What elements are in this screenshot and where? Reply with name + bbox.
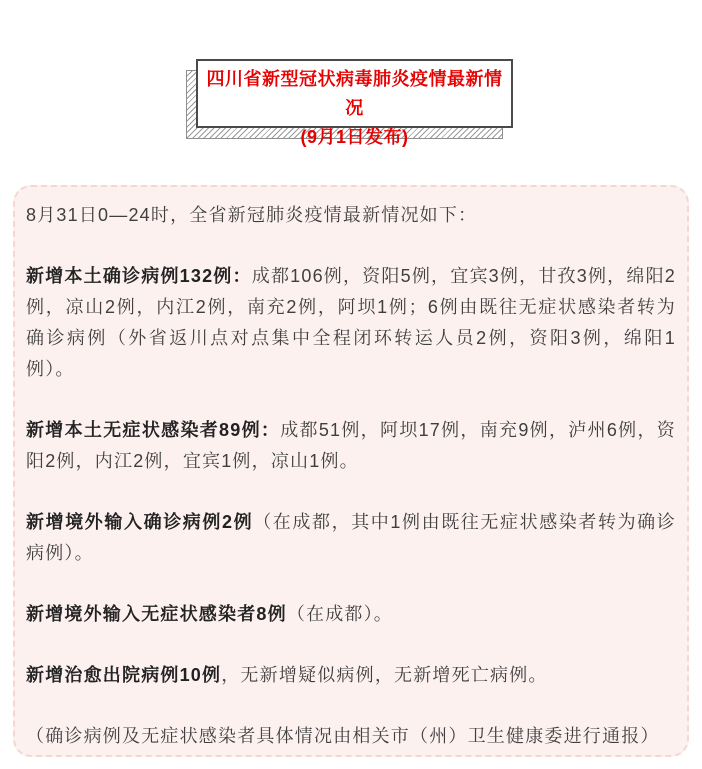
paragraph-emphasis: 新增本土确诊病例132例： xyxy=(26,266,252,286)
paragraph xyxy=(26,415,676,477)
paragraph-text: ，无新增疑似病例，无新增死亡病例。 xyxy=(221,665,548,685)
paragraph-emphasis: 新增本土无症状感染者89例： xyxy=(26,420,281,440)
paragraph-text: （确诊病例及无症状感染者具体情况由相关市（州）卫生健康委进行通报） xyxy=(26,726,660,746)
paragraph-emphasis: 新增治愈出院病例10例 xyxy=(26,665,222,685)
title-box xyxy=(196,59,513,147)
page-title-line1: 四川省新型冠状病毒肺炎疫情最新情况 xyxy=(206,69,503,118)
paragraph xyxy=(26,721,676,752)
content-panel xyxy=(13,185,689,757)
paragraph xyxy=(26,660,676,691)
paragraph xyxy=(26,599,676,630)
paragraph-text: 成都106例，资阳5例，宜宾3例，甘孜3例，绵阳2例，凉山2例，内江2例，南充2例，阿坝1例；6例由既往无症状感染者转为确诊病例（外省返川点对点集中全程闭环转运人员2例，资阳3例，绵阳1例）。 xyxy=(26,266,676,379)
title-card xyxy=(196,59,513,147)
paragraph-emphasis: 新增境外输入确诊病例2例 xyxy=(26,512,254,532)
paragraph-text: 成都51例，阿坝17例，南充9例，泸州6例，资阳2例，内江2例，宜宾1例，凉山1例。 xyxy=(26,420,676,471)
paragraph xyxy=(26,261,676,385)
content-paragraphs xyxy=(26,200,676,752)
paragraph xyxy=(26,507,676,569)
paragraph-text: （在成都）。 xyxy=(286,604,394,624)
paragraph-emphasis: 新增境外输入无症状感染者8例 xyxy=(26,604,287,624)
paragraph-text: 8月31日0—24时，全省新冠肺炎疫情最新情况如下： xyxy=(26,205,478,225)
paragraph xyxy=(26,200,676,231)
paragraph-text: （在成都，其中1例由既往无症状感染者转为确诊病例）。 xyxy=(26,512,676,563)
page-title-line2: (9月1日发布) xyxy=(300,127,409,147)
